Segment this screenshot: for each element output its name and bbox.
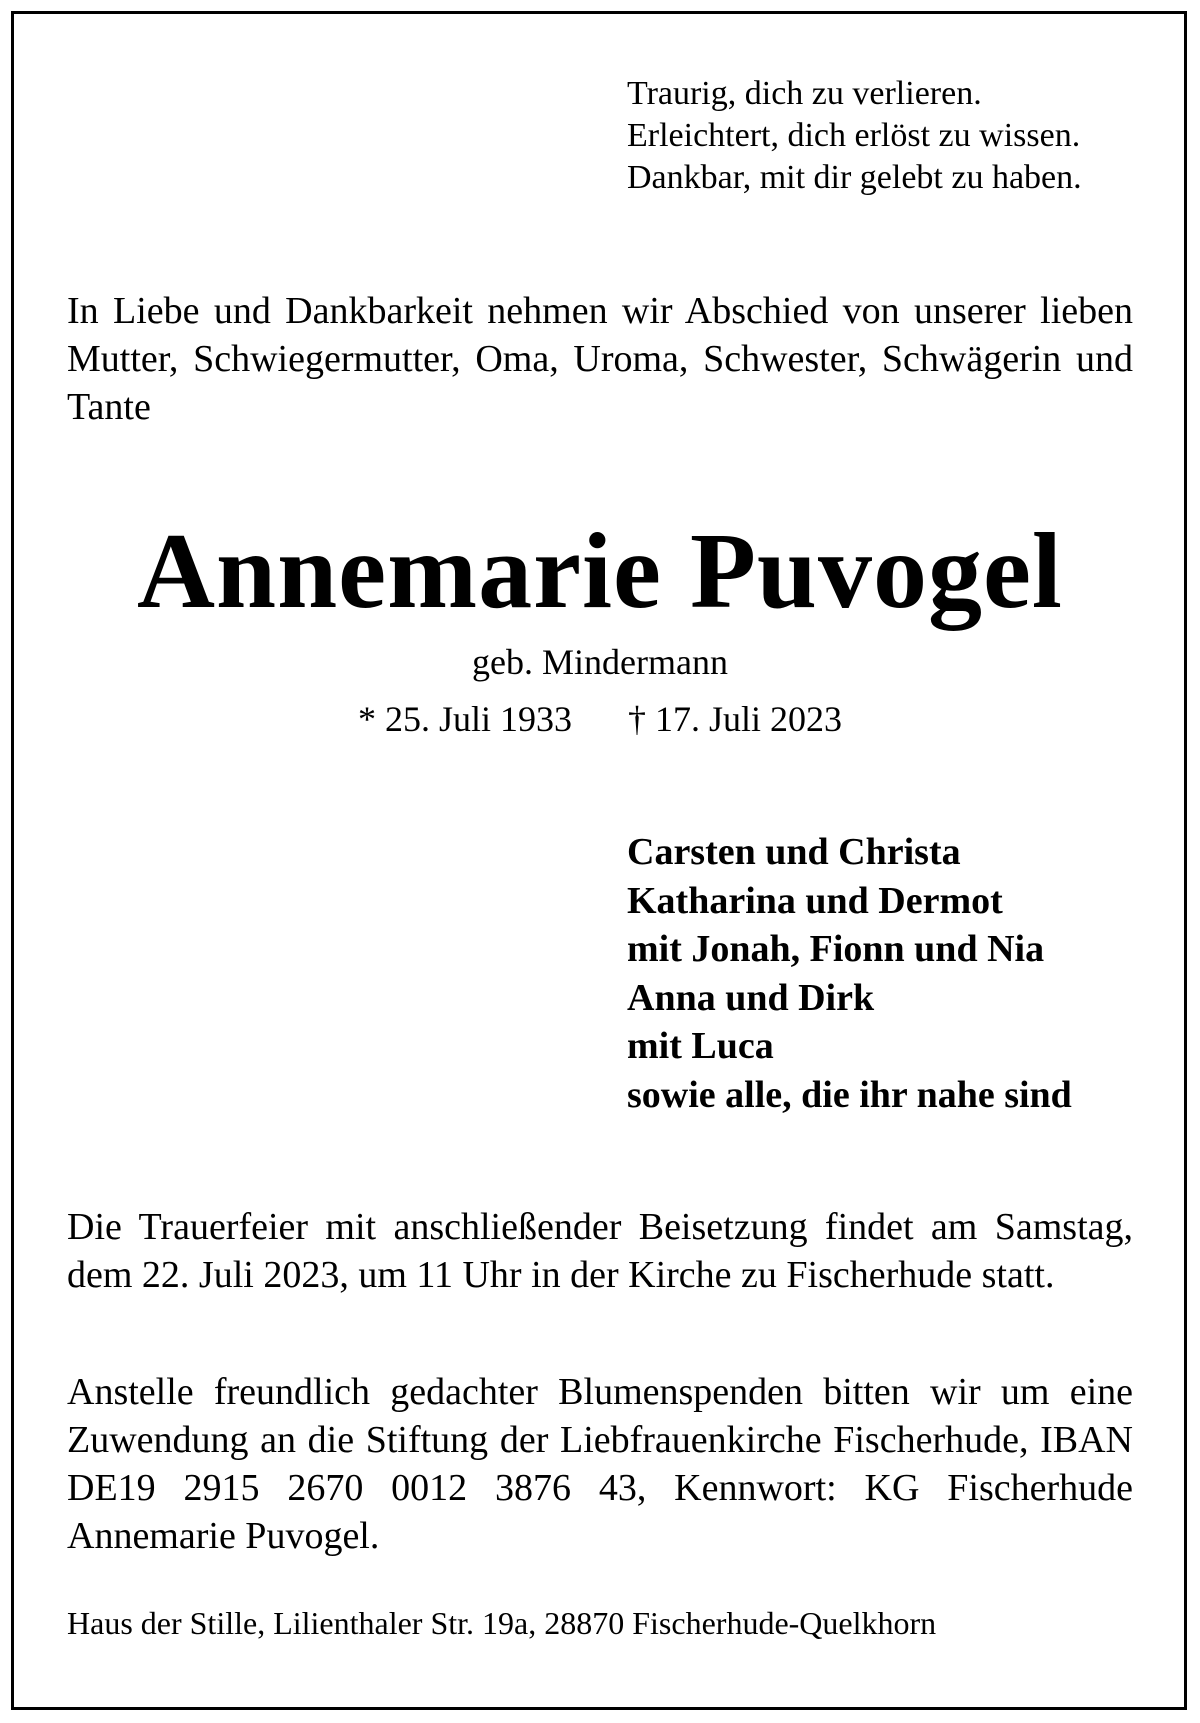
death-date: † 17. Juli 2023 xyxy=(628,699,843,739)
family-line: mit Luca xyxy=(627,1025,774,1067)
motto-line: Traurig, dich zu verlieren. xyxy=(627,75,982,112)
family-line: Katharina und Dermot xyxy=(627,879,1003,922)
family-line: sowie alle, die ihr nahe sind xyxy=(627,1073,1072,1116)
family-line: Carsten und Christa xyxy=(627,831,961,873)
family-line: Anna und Dirk xyxy=(627,976,875,1019)
funeral-service-text: Die Trauerfeier mit anschließender Beisetzung findet am Samstag, dem 22. Juli 2023, um 11 Uhr in der Kirche zu Fischerhude statt. xyxy=(67,1206,1133,1296)
motto-line: Erleichtert, dich erlöst zu wissen. xyxy=(627,117,1081,154)
birth-date: * 25. Juli 1933 xyxy=(357,699,572,739)
intro-text: In Liebe und Dankbarkeit nehmen wir Abschied von unserer lieben Mutter, Schwiegermutter, Oma, Uroma, Schwester, Schwägerin und Tante xyxy=(67,290,1133,428)
donation-text: Anstelle freundlich gedachter Blumenspenden bitten wir um eine Zuwendung an die Stiftung der Liebfrauenkirche Fischerhude, IBAN DE19 2915 2670 0012 3876 43, Kennwort: KG Fischerhude Annemarie Puvogel. xyxy=(67,1371,1133,1557)
family-line: mit Jonah, Fionn und Nia xyxy=(627,928,1045,970)
funeral-home-address: Haus der Stille, Lilienthaler Str. 19a, 28870 Fischerhude-Quelkhorn xyxy=(67,1605,937,1641)
deceased-name: Annemarie Puvogel xyxy=(137,512,1063,631)
life-dates xyxy=(0,697,1200,741)
motto-line: Dankbar, mit dir gelebt zu haben. xyxy=(627,159,1082,196)
motto-poem xyxy=(627,73,1082,199)
maiden-name: geb. Mindermann xyxy=(472,642,728,682)
family-signatures xyxy=(627,828,1072,1119)
